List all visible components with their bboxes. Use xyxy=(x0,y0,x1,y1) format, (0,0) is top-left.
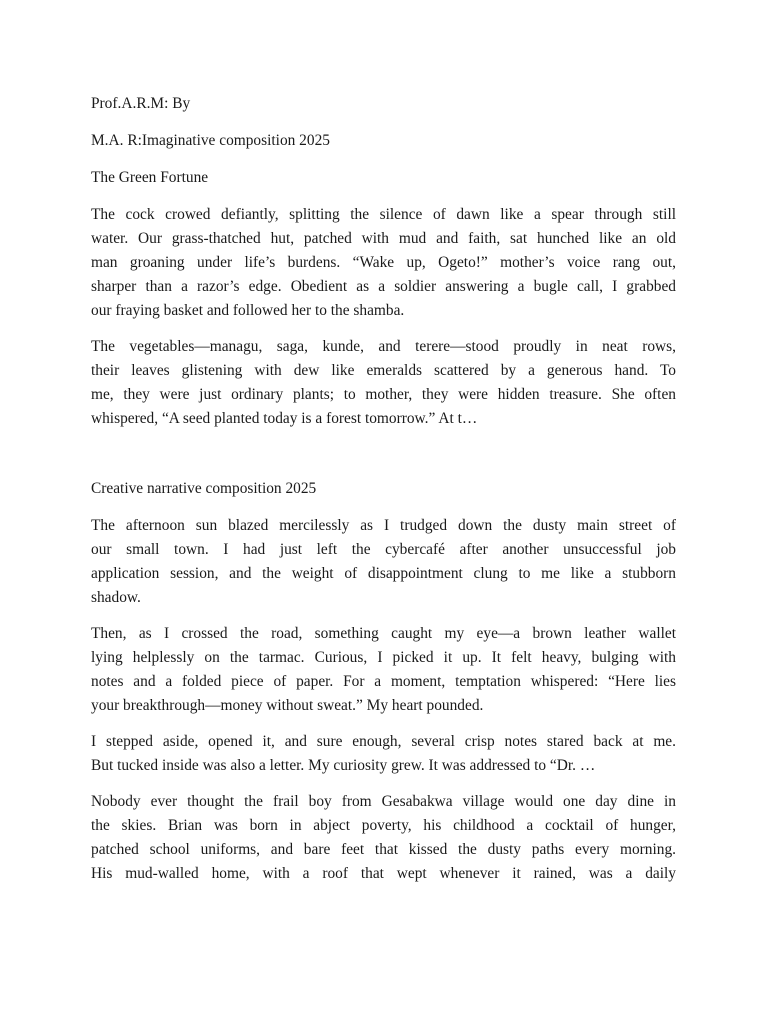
text-line: application session, and the weight of disappointment clung to me like a stubborn xyxy=(91,565,676,582)
text-line: man groaning under life’s burdens. “Wake up, Ogeto!” mother’s voice rang out, xyxy=(91,254,676,271)
text-line: lying helplessly on the tarmac. Curious, I picked it up. It felt heavy, bulging with xyxy=(91,649,676,666)
text-line: Then, as I crossed the road, something caught my eye—a brown leather wallet xyxy=(91,625,676,642)
story-title: The Green Fortune xyxy=(91,169,209,186)
text-line: The afternoon sun blazed mercilessly as I trudged down the dusty main street of xyxy=(91,517,676,534)
text-line: The vegetables—managu, saga, kunde, and terere—stood proudly in neat rows, xyxy=(91,338,676,355)
text-line: But tucked inside was also a letter. My curiosity grew. It was addressed to “Dr. … xyxy=(91,757,596,774)
text-line: Nobody ever thought the frail boy from Gesabakwa village would one day dine in xyxy=(91,793,676,810)
text-line: sharper than a razor’s edge. Obedient as a soldier answering a bugle call, I grabbed xyxy=(91,278,676,295)
story1-paragraph-1 xyxy=(91,203,676,323)
text-line: The cock crowed defiantly, splitting the silence of dawn like a spear through still xyxy=(91,206,676,223)
text-line: whispered, “A seed planted today is a forest tomorrow.” At t… xyxy=(91,410,478,427)
text-line: water. Our grass-thatched hut, patched with mud and faith, sat hunched like an old xyxy=(91,230,676,247)
text-line: the skies. Brian was born in abject poverty, his childhood a cocktail of hunger, xyxy=(91,817,676,834)
story2-paragraph-4 xyxy=(91,790,676,886)
text-line: I stepped aside, opened it, and sure enough, several crisp notes stared back at me. xyxy=(91,733,676,750)
story2-paragraph-3 xyxy=(91,730,676,778)
text-line: notes and a folded piece of paper. For a moment, temptation whispered: “Here lies xyxy=(91,673,676,690)
story2-paragraph-1 xyxy=(91,514,676,610)
text-line: shadow. xyxy=(91,589,141,606)
subtitle-line: M.A. R:Imaginative composition 2025 xyxy=(91,132,330,149)
story1-paragraph-2 xyxy=(91,335,676,431)
text-line: our fraying basket and followed her to the shamba. xyxy=(91,302,405,319)
text-line: our small town. I had just left the cybercafé after another unsuccessful job xyxy=(91,541,676,558)
text-line: your breakthrough—money without sweat.” My heart pounded. xyxy=(91,697,484,714)
text-line: their leaves glistening with dew like emeralds scattered by a generous hand. To xyxy=(91,362,676,379)
document-page xyxy=(91,92,676,898)
author-line: Prof.A.R.M: By xyxy=(91,95,191,112)
text-line: His mud-walled home, with a roof that wept whenever it rained, was a daily xyxy=(91,865,676,882)
text-line: me, they were just ordinary plants; to mother, they were hidden treasure. She often xyxy=(91,386,676,403)
story2-heading: Creative narrative composition 2025 xyxy=(91,480,317,497)
section-gap xyxy=(91,443,676,477)
story2-paragraph-2 xyxy=(91,622,676,718)
text-line: patched school uniforms, and bare feet that kissed the dusty paths every morning. xyxy=(91,841,676,858)
